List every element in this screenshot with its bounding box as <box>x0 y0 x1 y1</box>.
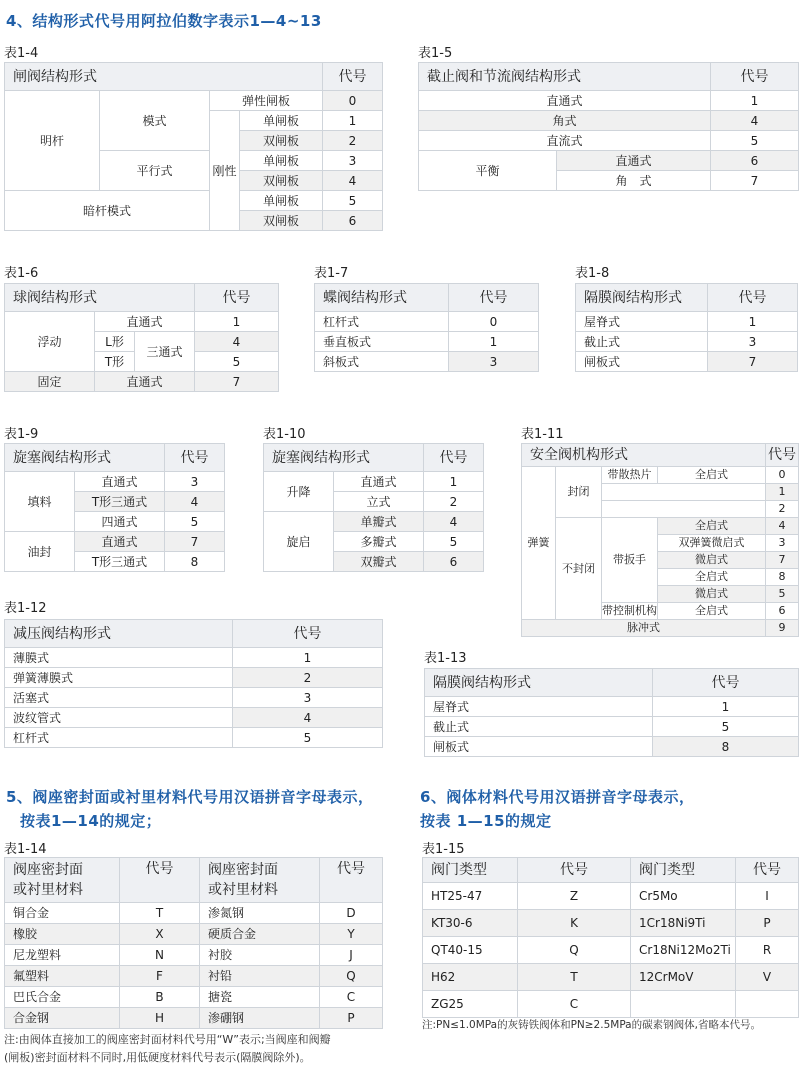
cell-type: 垂直板式 <box>315 332 449 352</box>
cell-code: C <box>320 987 383 1008</box>
section-6-title: 6、阀体材料代号用汉语拼音字母表示， <box>420 788 695 806</box>
header-material-2-line1: 阀座密封面 <box>208 862 278 878</box>
cell-type: 双弹簧微启式 <box>658 535 766 552</box>
cell-pingheng: 平衡 <box>419 151 557 191</box>
table-1-14-label: 表1-14 <box>4 842 47 857</box>
cell-type: 直通式 <box>95 312 195 332</box>
cell-type: Cr5Mo <box>631 883 736 910</box>
cell-type: 杠杆式 <box>5 728 233 748</box>
cell-type: 角 式 <box>557 171 711 191</box>
cell-type: KT30-6 <box>423 910 518 937</box>
header-code: 代号 <box>449 284 539 312</box>
header-code: 代号 <box>708 284 798 312</box>
table-1-7 <box>314 283 539 372</box>
header-material <box>5 858 120 903</box>
cell-type: 角式 <box>419 111 711 131</box>
table-1-5 <box>418 62 799 191</box>
cell-code: 6 <box>424 552 484 572</box>
cell-code: H <box>120 1008 200 1029</box>
cell-material: 橡胶 <box>5 924 120 945</box>
cell-lx: L形 <box>95 332 135 352</box>
cell-type: 截止式 <box>576 332 708 352</box>
cell-type: T形三通式 <box>75 492 165 512</box>
cell-material: 尼龙塑料 <box>5 945 120 966</box>
cell-moshi: 模式 <box>100 91 210 151</box>
header-code: 代号 <box>120 858 200 903</box>
cell-code: 0 <box>323 91 383 111</box>
cell-type: 闸板式 <box>425 737 653 757</box>
cell-tanhuang: 弹簧 <box>522 467 556 620</box>
cell-code: I <box>736 883 799 910</box>
cell-type: 12CrMoV <box>631 964 736 991</box>
cell-type: 直通式 <box>75 472 165 492</box>
cell-tx: T形 <box>95 352 135 372</box>
cell-code: 5 <box>233 728 383 748</box>
cell-code: C <box>518 991 631 1018</box>
cell-type: 波纹管式 <box>5 708 233 728</box>
table-1-8-label: 表1-8 <box>575 266 610 281</box>
cell-code: 3 <box>708 332 798 352</box>
cell-code: N <box>120 945 200 966</box>
table-1-9-label: 表1-9 <box>4 427 39 442</box>
cell-code: 4 <box>165 492 225 512</box>
header-structure: 隔膜阀结构形式 <box>576 284 708 312</box>
cell-code: 1 <box>424 472 484 492</box>
cell-code: 4 <box>195 332 279 352</box>
cell-banshou: 带扳手 <box>602 518 658 603</box>
cell-bufengbi: 不封闭 <box>556 518 602 620</box>
cell-type: 四通式 <box>75 512 165 532</box>
cell-code: 8 <box>653 737 799 757</box>
cell-material: 巴氏合金 <box>5 987 120 1008</box>
cell-code: 6 <box>711 151 799 171</box>
header-material-line1: 阀座密封面 <box>13 862 83 878</box>
header-code: 代号 <box>424 444 484 472</box>
cell-code: 1 <box>323 111 383 131</box>
cell-code: Q <box>320 966 383 987</box>
cell-type: 屋脊式 <box>425 697 653 717</box>
header-code-2: 代号 <box>320 858 383 903</box>
header-code: 代号 <box>711 63 799 91</box>
cell-code: V <box>736 964 799 991</box>
cell-type: 全启式 <box>658 603 766 620</box>
cell-code: 6 <box>323 211 383 231</box>
cell-code: 5 <box>165 512 225 532</box>
cell-code: D <box>320 903 383 924</box>
cell-code: P <box>320 1008 383 1029</box>
cell-type: QT40-15 <box>423 937 518 964</box>
cell-type: 双瓣式 <box>334 552 424 572</box>
header-structure: 旋塞阀结构形式 <box>264 444 424 472</box>
cell-code: 1 <box>233 648 383 668</box>
header-structure: 减压阀结构形式 <box>5 620 233 648</box>
table-1-14-note <box>4 1031 394 1067</box>
cell-code: 7 <box>766 552 799 569</box>
cell-code: 1 <box>449 332 539 352</box>
header-structure: 截止阀和节流阀结构形式 <box>419 63 711 91</box>
cell-code: X <box>120 924 200 945</box>
header-material-line2: 或衬里材料 <box>13 882 83 898</box>
cell-code <box>736 991 799 1018</box>
header-code: 代号 <box>766 444 799 467</box>
cell-type: 截止式 <box>425 717 653 737</box>
cell-type: 多瓣式 <box>334 532 424 552</box>
cell-type: 单瓣式 <box>334 512 424 532</box>
cell-type: 活塞式 <box>5 688 233 708</box>
cell-type: 闸板式 <box>576 352 708 372</box>
cell-code: 8 <box>766 569 799 586</box>
cell-type: 直通式 <box>75 532 165 552</box>
cell-type: 全启式 <box>658 518 766 535</box>
table-1-11 <box>521 443 799 637</box>
cell-sanre: 带散热片 <box>602 467 658 484</box>
table-1-4 <box>4 62 383 231</box>
cell-code: 4 <box>233 708 383 728</box>
cell-code: R <box>736 937 799 964</box>
section-6-title-line2: 按表 1—15的规定 <box>420 812 552 830</box>
table-1-7-label: 表1-7 <box>314 266 349 281</box>
cell-type: 弹性闸板 <box>210 91 323 111</box>
cell-code: K <box>518 910 631 937</box>
cell-type: 微启式 <box>658 552 766 569</box>
header-type: 阀门类型 <box>423 858 518 883</box>
note-line-2: (闸板)密封面材料不同时,用低硬度材料代号表示(隔膜阀除外)。 <box>4 1051 311 1064</box>
cell-pingxing: 平行式 <box>100 151 210 191</box>
cell-code: 5 <box>424 532 484 552</box>
cell-code: B <box>120 987 200 1008</box>
cell-code: 5 <box>711 131 799 151</box>
table-1-5-label: 表1-5 <box>418 46 453 61</box>
cell-type: H62 <box>423 964 518 991</box>
header-structure: 蝶阀结构形式 <box>315 284 449 312</box>
cell-type: 屋脊式 <box>576 312 708 332</box>
header-code: 代号 <box>323 63 383 91</box>
cell-type: 弹簧薄膜式 <box>5 668 233 688</box>
cell-code: F <box>120 966 200 987</box>
cell-code: 7 <box>708 352 798 372</box>
header-type-2: 阀门类型 <box>631 858 736 883</box>
header-code: 代号 <box>518 858 631 883</box>
cell-material: 搪瓷 <box>200 987 320 1008</box>
section-5-title-line2: 按表1—14的规定； <box>20 812 162 830</box>
cell-type: 1Cr18Ni9Ti <box>631 910 736 937</box>
cell-kongzhi: 带控制机构 <box>602 603 658 620</box>
cell-code: 3 <box>233 688 383 708</box>
cell-type: ZG25 <box>423 991 518 1018</box>
cell-code: Y <box>320 924 383 945</box>
cell-angan: 暗杆模式 <box>5 191 210 231</box>
cell-code: 0 <box>766 467 799 484</box>
header-material-2 <box>200 858 320 903</box>
cell-tianliao: 填料 <box>5 472 75 532</box>
table-1-9 <box>4 443 225 572</box>
cell-code: 3 <box>766 535 799 552</box>
cell-code: 7 <box>165 532 225 552</box>
cell-code: 3 <box>323 151 383 171</box>
cell-material: 衬铅 <box>200 966 320 987</box>
table-1-15-label: 表1-15 <box>422 842 465 857</box>
cell-code: 4 <box>323 171 383 191</box>
cell-type: 单闸板 <box>240 151 323 171</box>
table-1-6 <box>4 283 279 392</box>
cell-code: 5 <box>323 191 383 211</box>
cell-type: 双闸板 <box>240 131 323 151</box>
cell-material: 硬质合金 <box>200 924 320 945</box>
table-1-10 <box>263 443 484 572</box>
table-1-10-label: 表1-10 <box>263 427 306 442</box>
table-1-12-label: 表1-12 <box>4 601 47 616</box>
cell-code: 9 <box>766 620 799 637</box>
cell-code: 1 <box>708 312 798 332</box>
header-structure: 球阀结构形式 <box>5 284 195 312</box>
section-5-title: 5、阀座密封面或衬里材料代号用汉语拼音字母表示， <box>6 788 374 806</box>
table-1-15 <box>422 857 799 1018</box>
cell-type: 全启式 <box>658 569 766 586</box>
cell-type: 单闸板 <box>240 111 323 131</box>
cell-type: 直流式 <box>419 131 711 151</box>
cell-fengbi: 封闭 <box>556 467 602 518</box>
cell-type: 斜板式 <box>315 352 449 372</box>
cell-code: 3 <box>449 352 539 372</box>
cell-type: T形三通式 <box>75 552 165 572</box>
cell-code: 5 <box>766 586 799 603</box>
cell-code: 0 <box>449 312 539 332</box>
header-structure: 旋塞阀结构形式 <box>5 444 165 472</box>
cell-material: 铜合金 <box>5 903 120 924</box>
header-structure: 闸阀结构形式 <box>5 63 323 91</box>
cell-youfeng: 油封 <box>5 532 75 572</box>
cell-type: 薄膜式 <box>5 648 233 668</box>
cell-type: 双闸板 <box>240 211 323 231</box>
header-material-2-line2: 或衬里材料 <box>208 882 278 898</box>
cell-material: 渗硼钢 <box>200 1008 320 1029</box>
section-4-title: 4、结构形式代号用阿拉伯数字表示1—4~13 <box>6 12 322 30</box>
cell-type: HT25-47 <box>423 883 518 910</box>
cell-code: 2 <box>233 668 383 688</box>
cell-code: 2 <box>323 131 383 151</box>
cell-code: 4 <box>424 512 484 532</box>
table-1-11-label: 表1-11 <box>521 427 564 442</box>
cell-type: Cr18Ni12Mo2Ti <box>631 937 736 964</box>
table-1-4-label: 表1-4 <box>4 46 39 61</box>
cell-type: 全启式 <box>658 467 766 484</box>
note-line-1: 注:由阀体直接加工的阀座密封面材料代号用“W”表示;当阀座和阀瓣 <box>4 1033 331 1046</box>
cell-type: 单闸板 <box>240 191 323 211</box>
table-1-14 <box>4 857 383 1029</box>
table-1-12 <box>4 619 383 748</box>
cell-code: T <box>120 903 200 924</box>
cell-code: 7 <box>195 372 279 392</box>
header-code-2: 代号 <box>736 858 799 883</box>
cell-code: Q <box>518 937 631 964</box>
cell-type: 直通式 <box>334 472 424 492</box>
cell-code: 6 <box>766 603 799 620</box>
cell-guding: 固定 <box>5 372 95 392</box>
cell-code: 4 <box>766 518 799 535</box>
cell-mingan: 明杆 <box>5 91 100 191</box>
cell-code: 4 <box>711 111 799 131</box>
header-code: 代号 <box>233 620 383 648</box>
cell-gangxing: 刚性 <box>210 111 240 231</box>
cell-code: 1 <box>653 697 799 717</box>
cell-code: 5 <box>195 352 279 372</box>
header-structure: 安全阀机构形式 <box>522 444 766 467</box>
cell-type: 直通式 <box>419 91 711 111</box>
cell-type: 直通式 <box>95 372 195 392</box>
cell-xuanqi: 旋启 <box>264 512 334 572</box>
cell-code: 8 <box>165 552 225 572</box>
table-1-8 <box>575 283 798 372</box>
cell-shengjiang: 升降 <box>264 472 334 512</box>
cell-material: 衬胶 <box>200 945 320 966</box>
table-1-15-note: 注:PN≤1.0MPa的灰铸铁阀体和PN≥2.5MPa的碳素钢阀体,省略本代号。 <box>422 1019 761 1031</box>
header-code: 代号 <box>195 284 279 312</box>
cell-type: 杠杆式 <box>315 312 449 332</box>
cell-code: 7 <box>711 171 799 191</box>
table-1-6-label: 表1-6 <box>4 266 39 281</box>
cell-santong: 三通式 <box>135 332 195 372</box>
cell-fudong: 浮动 <box>5 312 95 372</box>
cell-code: 1 <box>711 91 799 111</box>
cell-type: 微启式 <box>658 586 766 603</box>
header-code: 代号 <box>653 669 799 697</box>
cell-code: 5 <box>653 717 799 737</box>
cell-code: T <box>518 964 631 991</box>
cell-type <box>631 991 736 1018</box>
table-1-13 <box>424 668 799 757</box>
cell-type: 立式 <box>334 492 424 512</box>
table-1-13-label: 表1-13 <box>424 651 467 666</box>
header-code: 代号 <box>165 444 225 472</box>
cell-code: 1 <box>195 312 279 332</box>
cell-code: 2 <box>766 501 799 518</box>
cell-code: J <box>320 945 383 966</box>
cell-material: 合金钢 <box>5 1008 120 1029</box>
cell-type: 双闸板 <box>240 171 323 191</box>
cell-code: 1 <box>766 484 799 501</box>
cell-material: 氟塑料 <box>5 966 120 987</box>
cell-empty <box>602 484 766 501</box>
cell-code: Z <box>518 883 631 910</box>
cell-code: 2 <box>424 492 484 512</box>
cell-code: 3 <box>165 472 225 492</box>
cell-empty <box>602 501 766 518</box>
header-structure: 隔膜阀结构形式 <box>425 669 653 697</box>
cell-maichong: 脉冲式 <box>522 620 766 637</box>
cell-material: 渗氮钢 <box>200 903 320 924</box>
cell-type: 直通式 <box>557 151 711 171</box>
cell-code: P <box>736 910 799 937</box>
